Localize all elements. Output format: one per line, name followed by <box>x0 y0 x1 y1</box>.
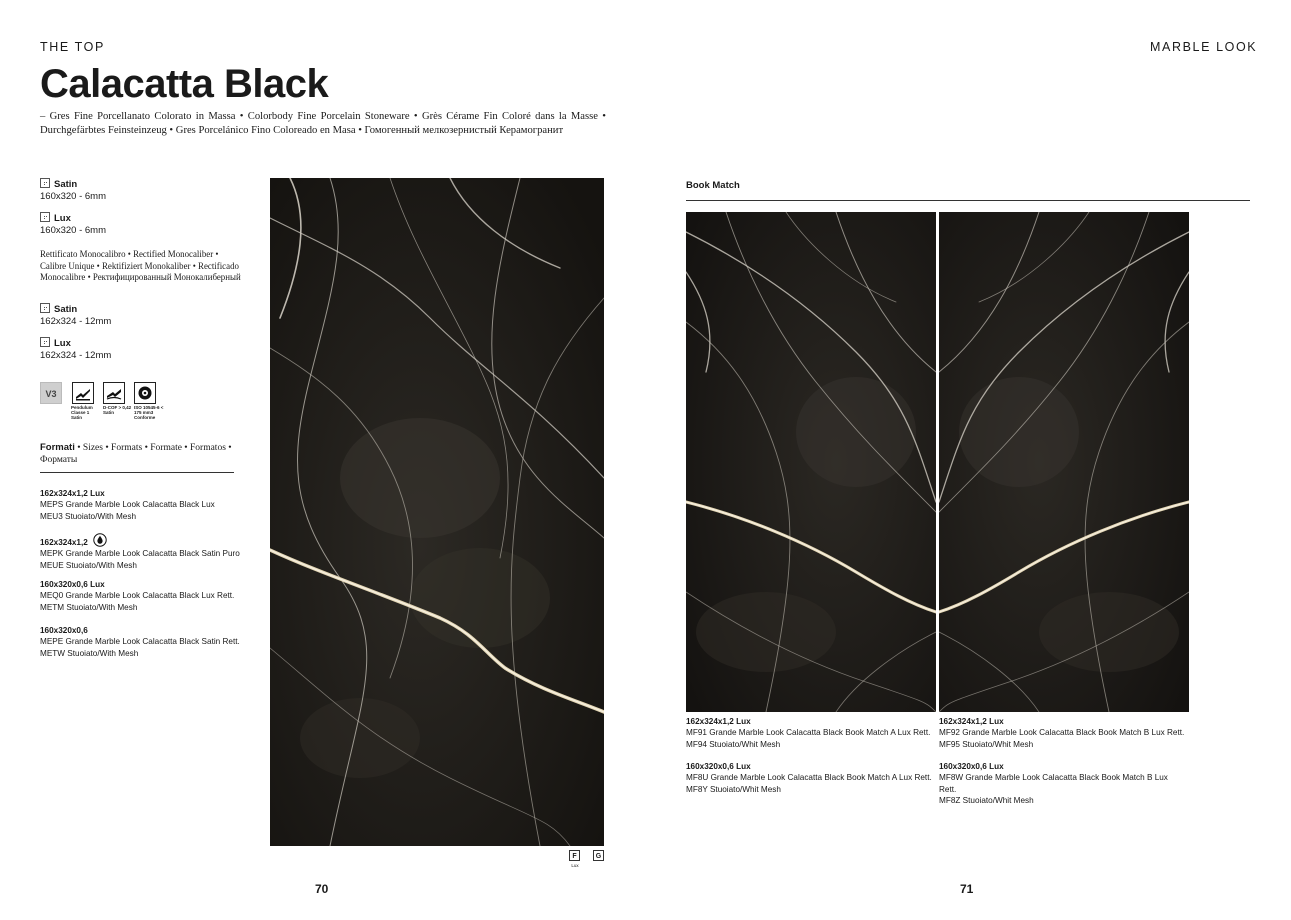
format-size: 162x324x1,2 Lux <box>40 489 105 498</box>
format-size: 162x324x1,2 Lux <box>939 717 1004 726</box>
material-description: – Gres Fine Porcellanato Colorato in Massa • Colorbody Fine Porcelain Stoneware • Grès Cérame Fin Coloré dans la Masse • Durchgefärbtes Feinsteinzeug • Gres Porcelánico Fino Coloreado en Masa • Гомогенный мелкозернистый Керамогранит <box>40 111 606 136</box>
formats-heading <box>40 442 236 467</box>
spec-size: 160x320 - 6mm <box>40 191 107 202</box>
rectified-description: Rettificato Monocalibro • Rectified Monocaliber • Calibre Unique • Rektifiziert Monokaliber • Rectificado Monocalibre • Ректифицированный Монокалиберный <box>40 249 241 283</box>
spec-size: 162x324 - 12mm <box>40 316 112 327</box>
dcof-label: D-COF > 0,42 Satin <box>103 405 132 415</box>
page-title: Calacatta Black <box>40 62 329 106</box>
iso-label: ISO 10545-6 < 175 mm3 Conforme <box>134 405 164 420</box>
section-eyebrow: THE TOP <box>40 40 105 54</box>
format-code: MF92 Grande Marble Look Calacatta Black Book Match B Lux Rett. <box>939 728 1185 738</box>
format-code: MEQ0 Grande Marble Look Calacatta Black Lux Rett. <box>40 591 235 601</box>
spec-satin-6mm <box>40 178 106 203</box>
spec-lux-6mm <box>40 212 106 237</box>
book-match-heading: Book Match <box>686 180 740 191</box>
dcof-icon <box>103 382 125 404</box>
format-item <box>40 625 260 659</box>
format-code: MF8U Grande Marble Look Calacatta Black Book Match A Lux Rett. <box>686 773 932 783</box>
book-match-slab-b <box>939 212 1189 712</box>
rectified-edge-icon <box>40 337 50 347</box>
shade-variation-badge: V3 <box>40 382 62 404</box>
spec-finish: Lux <box>54 213 71 224</box>
category-eyebrow: MARBLE LOOK <box>1150 40 1258 54</box>
spec-lux-12mm <box>40 337 111 362</box>
format-mesh-code: MF94 Stuoiato/Whit Mesh <box>686 739 781 749</box>
iso-icon <box>134 382 156 404</box>
spec-size: 162x324 - 12mm <box>40 350 112 361</box>
format-mesh-code: METW Stuoiato/With Mesh <box>40 648 139 658</box>
formats-heading-lead: Formati <box>40 442 75 453</box>
format-size: 162x324x1,2 <box>40 538 88 547</box>
format-mesh-code: MF8Y Stuoiato/Whit Mesh <box>686 784 781 794</box>
finish-badge-caption: Lux <box>571 863 579 868</box>
format-code: MEPS Grande Marble Look Calacatta Black Lux <box>40 500 215 510</box>
water-drop-icon <box>93 533 107 547</box>
spec-finish: Satin <box>54 304 78 315</box>
format-size: 162x324x1,2 Lux <box>686 717 751 726</box>
pendulum-label: Pendulum Classe 1 Satin <box>71 405 93 420</box>
spec-finish: Lux <box>54 338 71 349</box>
format-size: 160x320x0,6 Lux <box>686 762 751 771</box>
book-match-a-format <box>686 761 934 795</box>
format-code: MEPE Grande Marble Look Calacatta Black Satin Rett. <box>40 637 240 647</box>
rectified-edge-icon <box>40 303 50 313</box>
spec-finish: Satin <box>54 179 78 190</box>
format-mesh-code: MEUE Stuoiato/With Mesh <box>40 560 137 570</box>
book-match-b-format <box>939 716 1187 750</box>
format-code: MF8W Grande Marble Look Calacatta Black Book Match B Lux Rett. <box>939 773 1168 794</box>
format-item <box>40 533 260 571</box>
finish-badge-g: G <box>593 850 604 861</box>
rectified-edge-icon <box>40 212 50 222</box>
marble-slab-image <box>270 178 604 846</box>
format-size: 160x320x0,6 <box>40 626 88 635</box>
book-match-divider <box>686 200 1250 201</box>
format-mesh-code: METM Stuoiato/With Mesh <box>40 602 138 612</box>
format-mesh-code: MF95 Stuoiato/Whit Mesh <box>939 739 1034 749</box>
formats-divider <box>40 472 234 473</box>
rectified-edge-icon <box>40 178 50 188</box>
formats-heading-translations: • Sizes • Formats • Formate • Formatos • Форматы <box>40 443 232 465</box>
page-number-left: 70 <box>315 882 329 896</box>
format-item <box>40 488 260 522</box>
format-mesh-code: MEU3 Stuoiato/With Mesh <box>40 511 137 521</box>
pendulum-icon <box>72 382 94 404</box>
format-item <box>40 579 260 613</box>
page-number-right: 71 <box>960 882 974 896</box>
format-size: 160x320x0,6 Lux <box>939 762 1004 771</box>
book-match-b-format <box>939 761 1187 807</box>
book-match-slab-a <box>686 212 936 712</box>
finish-badge-f: F <box>569 850 580 861</box>
format-mesh-code: MF8Z Stuoiato/Whit Mesh <box>939 796 1034 806</box>
format-code: MF91 Grande Marble Look Calacatta Black Book Match A Lux Rett. <box>686 728 931 738</box>
format-size: 160x320x0,6 Lux <box>40 580 105 589</box>
spec-satin-12mm <box>40 303 111 328</box>
spec-size: 160x320 - 6mm <box>40 225 107 236</box>
book-match-a-format <box>686 716 934 750</box>
format-code: MEPK Grande Marble Look Calacatta Black Satin Puro <box>40 549 240 559</box>
